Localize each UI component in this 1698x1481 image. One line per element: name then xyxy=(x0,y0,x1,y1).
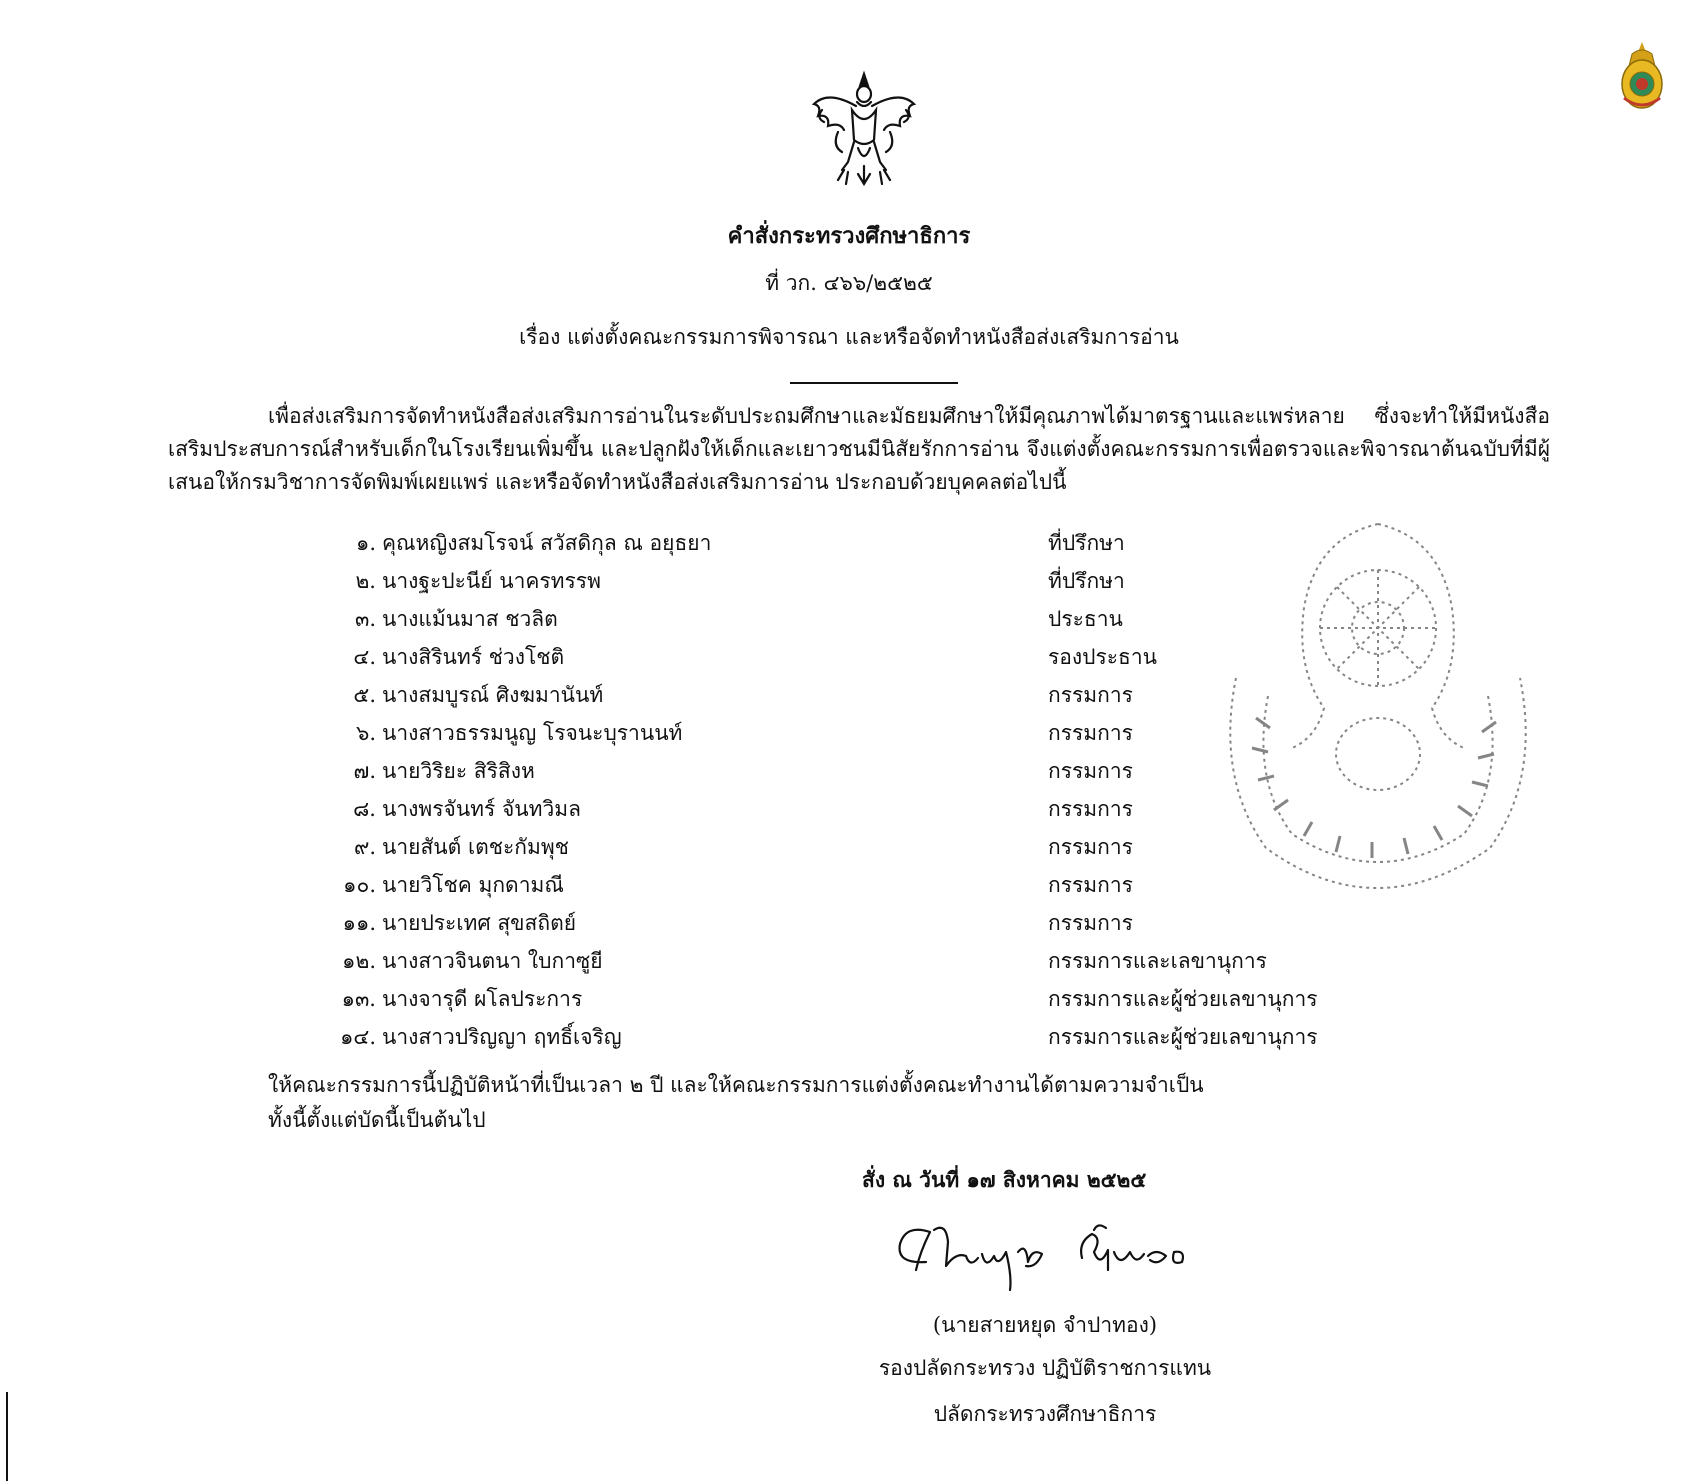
signatory-name: (นายสายหยุด จำปาทอง) xyxy=(932,1313,1158,1337)
closing-line-1: ให้คณะกรรมการนี้ปฏิบัติหน้าที่เป็นเวลา ๒ ปี และให้คณะกรรมการแต่งตั้งคณะทำงานได้ตามความจำเป็น xyxy=(268,1073,1204,1097)
member-name: นางจารุดี ผโลประการ xyxy=(382,987,583,1011)
member-row xyxy=(0,756,1400,794)
member-number: ๕. xyxy=(353,683,376,707)
title-divider xyxy=(790,382,958,384)
official-stamp xyxy=(1196,518,1560,902)
garuda-emblem xyxy=(808,70,920,188)
member-name: นายประเทศ สุขสถิตย์ xyxy=(382,911,577,935)
member-name: นางแม้นมาส ชวลิต xyxy=(382,607,558,631)
member-row xyxy=(0,946,1400,984)
handwritten-signature xyxy=(886,1212,1196,1292)
member-number: ๑๐. xyxy=(343,873,376,897)
order-title: คำสั่งกระทรวงศึกษาธิการ xyxy=(727,223,971,249)
member-role: กรรมการและเลขานุการ xyxy=(1048,949,1267,973)
member-row xyxy=(0,680,1400,718)
member-number: ๙. xyxy=(353,835,376,859)
member-number: ๒. xyxy=(355,569,376,593)
member-role: กรรมการ xyxy=(1048,759,1133,783)
member-name: นางพรจันทร์ จันทวิมล xyxy=(382,797,581,821)
member-row xyxy=(0,1022,1400,1060)
member-row xyxy=(0,908,1400,946)
member-row xyxy=(0,528,1400,566)
member-name: นายวิริยะ สิริสิงห xyxy=(382,759,535,783)
member-role: กรรมการ xyxy=(1048,911,1133,935)
member-row xyxy=(0,870,1400,908)
member-row xyxy=(0,642,1400,680)
member-number: ๘. xyxy=(353,797,376,821)
member-name: นายวิโชค มุกดามณี xyxy=(382,873,564,897)
member-role: ประธาน xyxy=(1048,607,1123,631)
member-number: ๑. xyxy=(355,531,376,555)
member-name: นางสาวจินตนา ใบกาซูยี xyxy=(382,949,603,973)
member-role: ที่ปรึกษา xyxy=(1048,569,1125,593)
member-name: นายสันต์ เตชะกัมพุช xyxy=(382,835,569,859)
order-date: สั่ง ณ วันที่ ๑๗ สิงหาคม ๒๕๒๕ xyxy=(862,1167,1147,1192)
member-role: ที่ปรึกษา xyxy=(1048,531,1125,555)
member-name: คุณหญิงสมโรจน์ สวัสดิกุล ณ อยุธยา xyxy=(382,531,712,555)
member-number: ๑๓. xyxy=(341,987,376,1011)
member-number: ๑๑. xyxy=(342,911,376,935)
member-role: กรรมการและผู้ช่วยเลขานุการ xyxy=(1048,987,1318,1011)
member-number: ๖. xyxy=(355,721,376,745)
order-number: ที่ วก. ๔๖๖/๒๕๒๕ xyxy=(765,271,933,295)
member-number: ๔. xyxy=(353,645,376,669)
member-role: กรรมการ xyxy=(1048,797,1133,821)
committee-list xyxy=(0,528,1400,1068)
order-subject: เรื่อง แต่งตั้งคณะกรรมการพิจารณา และหรือจัดทำหนังสือส่งเสริมการอ่าน xyxy=(519,325,1179,349)
member-role: กรรมการ xyxy=(1048,683,1133,707)
member-row xyxy=(0,566,1400,604)
member-number: ๑๒. xyxy=(342,949,376,973)
intro-paragraph: เพื่อส่งเสริมการจัดทำหนังสือส่งเสริมการอ่านในระดับประถมศึกษาและมัธยมศึกษาให้มีคุณภาพได้มาตรฐานและแพร่หลาย ซึ่งจะทำให้มีหนังสือเสริมประสบการณ์สำหรับเด็กในโรงเรียนเพิ่มขึ้น และปลูกฝังให้เด็กและเยาวชนมีนิสัยรักการอ่าน จึงแต่งตั้งคณะกรรมการเพื่อตรวจและพิจารณาต้นฉบับที่มีผู้เสนอให้กรมวิชาการจัดพิมพ์เผยแพร่ และหรือจัดทำหนังสือส่งเสริมการอ่าน ประกอบด้วยบุคคลต่อไปนี้ xyxy=(168,404,1550,494)
member-name: นางสมบูรณ์ ศิงฆมานันท์ xyxy=(382,683,604,707)
signatory-position-1: รองปลัดกระทรวง ปฏิบัติราชการแทน xyxy=(878,1356,1212,1380)
member-role: รองประธาน xyxy=(1048,645,1157,669)
member-name: นางฐะปะนีย์ นาครทรรพ xyxy=(382,569,601,593)
member-number: ๗. xyxy=(353,759,376,783)
member-row xyxy=(0,984,1400,1022)
member-row xyxy=(0,832,1400,870)
member-number: ๓. xyxy=(354,607,376,631)
member-name: นางสาวธรรมนูญ โรจนะบุรานนท์ xyxy=(382,721,683,745)
signatory-position-2: ปลัดกระทรวงศึกษาธิการ xyxy=(933,1402,1157,1426)
member-role: กรรมการ xyxy=(1048,721,1133,745)
ministry-logo xyxy=(1616,40,1668,112)
member-role: กรรมการและผู้ช่วยเลขานุการ xyxy=(1048,1025,1318,1049)
member-row xyxy=(0,794,1400,832)
scan-edge-mark xyxy=(6,1392,8,1481)
member-role: กรรมการ xyxy=(1048,835,1133,859)
member-name: นางสาวปริญญา ฤทธิ์เจริญ xyxy=(382,1025,622,1049)
member-row xyxy=(0,718,1400,756)
member-name: นางสิรินทร์ ช่วงโชติ xyxy=(382,645,565,669)
closing-line-2: ทั้งนี้ตั้งแต่บัดนี้เป็นต้นไป xyxy=(268,1108,486,1132)
member-number: ๑๔. xyxy=(340,1025,376,1049)
member-role: กรรมการ xyxy=(1048,873,1133,897)
member-row xyxy=(0,604,1400,642)
